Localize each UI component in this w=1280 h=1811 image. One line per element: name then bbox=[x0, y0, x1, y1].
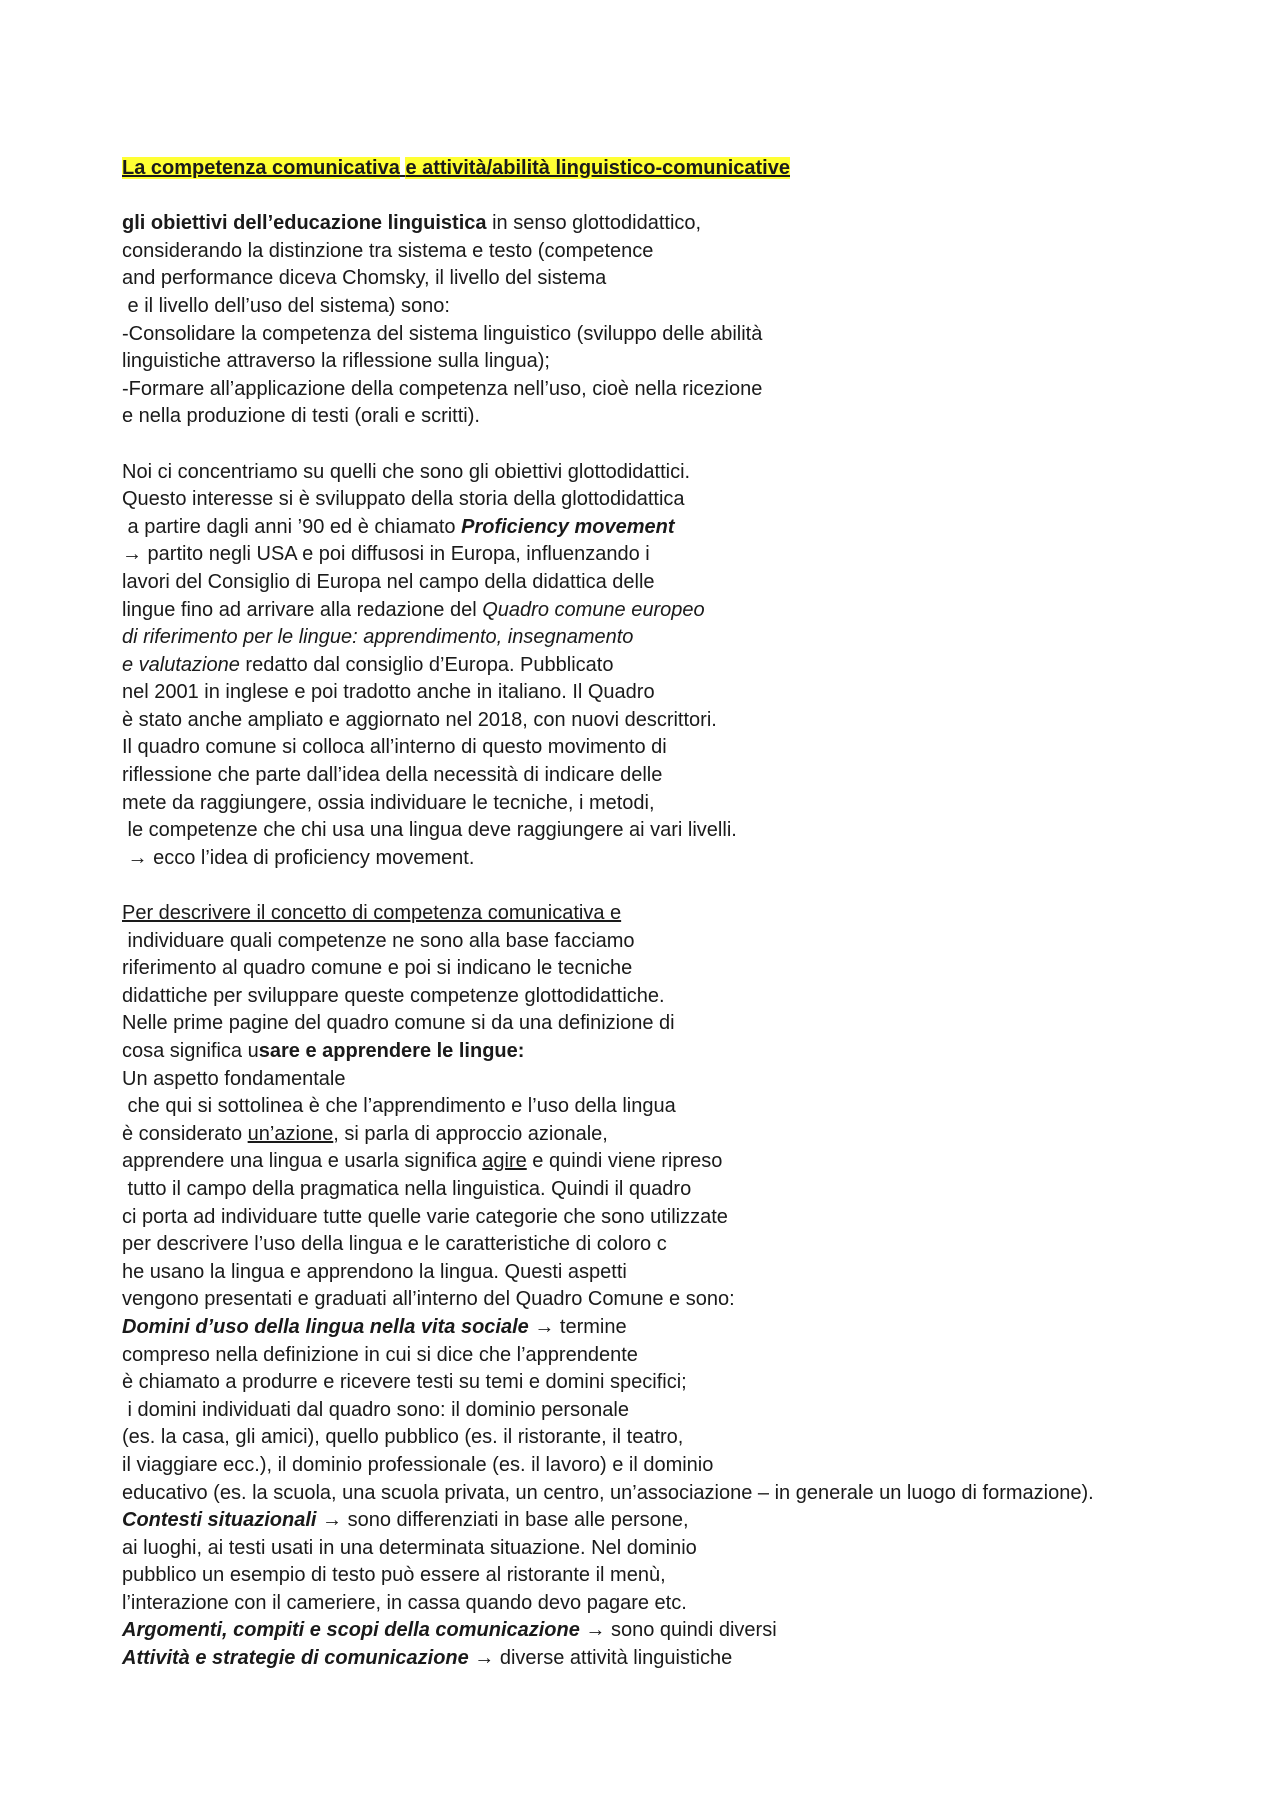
text-line: e nella produzione di testi (orali e scritti). bbox=[122, 405, 480, 428]
text-line bbox=[122, 514, 1280, 542]
text-line bbox=[122, 597, 1280, 625]
text-line: il viaggiare ecc.), il dominio professionale (es. il lavoro) e il dominio bbox=[122, 1453, 714, 1476]
text-line bbox=[122, 652, 1280, 680]
text-line: and performance diceva Chomsky, il livello del sistema bbox=[122, 267, 607, 290]
text-span: → sono differenziati in base alle persone, bbox=[316, 1509, 689, 1532]
text-line bbox=[122, 1121, 1280, 1149]
text-line: le competenze che chi usa una lingua deve raggiungere ai vari livelli. bbox=[122, 819, 737, 842]
bold-phrase: sare e apprendere le lingue: bbox=[258, 1040, 525, 1062]
text-span: in senso glottodidattico, bbox=[486, 212, 702, 235]
text-line: ci porta ad individuare tutte quelle varie categorie che sono utilizzate bbox=[122, 1205, 728, 1228]
text-span: → diverse attività linguistiche bbox=[468, 1647, 733, 1670]
paragraph-communicative-competence bbox=[122, 900, 1280, 1673]
text-line: Il quadro comune si colloca all’interno di questo movimento di bbox=[122, 736, 667, 759]
text-line: e il livello dell’uso del sistema) sono: bbox=[122, 294, 450, 317]
text-line bbox=[122, 1314, 1280, 1342]
text-line: i domini individuati dal quadro sono: il dominio personale bbox=[122, 1398, 629, 1421]
text-line: lavori del Consiglio di Europa nel campo della didattica delle bbox=[122, 570, 655, 593]
text-span: a partire dagli anni ’90 ed è chiamato bbox=[122, 515, 462, 538]
text-line: → ecco l’idea di proficiency movement. bbox=[122, 846, 475, 869]
underlined-phrase: un’azione bbox=[247, 1122, 334, 1145]
paragraph-proficiency bbox=[122, 459, 1280, 873]
text-line: Noi ci concentriamo su quelli che sono gli obiettivi glottodidattici. bbox=[122, 460, 691, 483]
text-line: -Formare all’applicazione della competenza nell’uso, cioè nella ricezione bbox=[122, 377, 763, 400]
text-line: è stato anche ampliato e aggiornato nel 2018, con nuovi descrittori. bbox=[122, 708, 717, 731]
text-line bbox=[122, 1617, 1280, 1645]
spacer bbox=[122, 183, 1280, 211]
document-title bbox=[122, 155, 1280, 183]
text-line: Questo interesse si è sviluppato della storia della glottodidattica bbox=[122, 488, 685, 511]
text-line: Nelle prime pagine del quadro comune si da una definizione di bbox=[122, 1012, 675, 1035]
underlined-phrase: agire bbox=[482, 1150, 527, 1173]
text-line: considerando la distinzione tra sistema e testo (competence bbox=[122, 239, 654, 262]
text-line: → partito negli USA e poi diffusosi in Europa, influenzando i bbox=[122, 543, 650, 566]
text-line: riferimento al quadro comune e poi si indicano le tecniche bbox=[122, 957, 633, 980]
text-line: Per descrivere il concetto di competenza comunicativa e bbox=[122, 902, 622, 925]
bold-italic-phrase: Domini d’uso della lingua nella vita sociale bbox=[122, 1315, 529, 1338]
spacer bbox=[122, 431, 1280, 459]
italic-phrase: e valutazione bbox=[122, 653, 240, 676]
text-line: Un aspetto fondamentale bbox=[122, 1067, 346, 1090]
bold-italic-phrase: Attività e strategie di comunicazione bbox=[122, 1647, 469, 1670]
text-line bbox=[122, 1507, 1280, 1535]
text-span: è considerato bbox=[122, 1122, 248, 1145]
text-line: linguistiche attraverso la riflessione sulla lingua); bbox=[122, 350, 550, 373]
text-line: è chiamato a produrre e ricevere testi su temi e domini specifici; bbox=[122, 1371, 687, 1394]
text-line bbox=[122, 1148, 1280, 1176]
italic-phrase: Quadro comune europeo bbox=[482, 598, 705, 621]
title-part-1: La competenza comunicativa bbox=[122, 157, 400, 179]
text-line: (es. la casa, gli amici), quello pubblico (es. il ristorante, il teatro, bbox=[122, 1426, 684, 1449]
text-span: cosa significa u bbox=[122, 1040, 259, 1062]
text-span: → termine bbox=[528, 1315, 627, 1338]
text-line: nel 2001 in inglese e poi tradotto anche in italiano. Il Quadro bbox=[122, 681, 655, 704]
text-line bbox=[122, 210, 1280, 238]
bold-italic-phrase: Argomenti, compiti e scopi della comunicazione bbox=[122, 1619, 580, 1642]
text-line: educativo (es. la scuola, una scuola privata, un centro, un’associazione – in generale un luogo di formazione). bbox=[122, 1481, 1094, 1504]
text-line: di riferimento per le lingue: apprendimento, insegnamento bbox=[122, 626, 634, 649]
text-line bbox=[122, 1645, 1280, 1673]
spacer bbox=[122, 872, 1280, 900]
bold-italic-phrase: Contesti situazionali bbox=[122, 1509, 317, 1532]
text-line: didattiche per sviluppare queste competenze glottodidattiche. bbox=[122, 984, 665, 1007]
text-span: lingue fino ad arrivare alla redazione del bbox=[122, 598, 483, 621]
bold-italic-phrase: Proficiency movement bbox=[461, 515, 675, 538]
text-line: vengono presentati e graduati all’interno del Quadro Comune e sono: bbox=[122, 1288, 735, 1311]
text-span: apprendere una lingua e usarla significa bbox=[122, 1150, 483, 1173]
paragraph-objectives bbox=[122, 210, 1280, 431]
text-line: pubblico un esempio di testo può essere al ristorante il menù, bbox=[122, 1564, 666, 1587]
text-line: per descrivere l’uso della lingua e le caratteristiche di coloro c bbox=[122, 1233, 667, 1256]
text-span: → sono quindi diversi bbox=[579, 1619, 777, 1642]
text-span: , si parla di approccio azionale, bbox=[333, 1122, 608, 1145]
text-line bbox=[122, 1038, 1280, 1066]
text-line: mete da raggiungere, ossia individuare le tecniche, i metodi, bbox=[122, 791, 655, 814]
text-line: tutto il campo della pragmatica nella linguistica. Quindi il quadro bbox=[122, 1177, 692, 1200]
text-span: e quindi viene ripreso bbox=[526, 1150, 723, 1173]
title-part-2: e attività/abilità linguistico-comunicative bbox=[405, 157, 790, 179]
text-line: riflessione che parte dall’idea della necessità di indicare delle bbox=[122, 764, 663, 787]
bold-phrase: gli obiettivi dell’educazione linguistica bbox=[122, 212, 487, 235]
text-line: ai luoghi, ai testi usati in una determinata situazione. Nel dominio bbox=[122, 1536, 697, 1559]
text-span: redatto dal consiglio d’Europa. Pubblicato bbox=[239, 653, 614, 676]
text-line: individuare quali competenze ne sono alla base facciamo bbox=[122, 929, 635, 952]
text-line: che qui si sottolinea è che l’apprendimento e l’uso della lingua bbox=[122, 1095, 676, 1118]
text-line: l’interazione con il cameriere, in cassa quando devo pagare etc. bbox=[122, 1591, 687, 1614]
text-line: compreso nella definizione in cui si dice che l’apprendente bbox=[122, 1343, 638, 1366]
text-line: -Consolidare la competenza del sistema linguistico (sviluppo delle abilità bbox=[122, 322, 763, 345]
text-line: he usano la lingua e apprendono la lingua. Questi aspetti bbox=[122, 1260, 627, 1283]
